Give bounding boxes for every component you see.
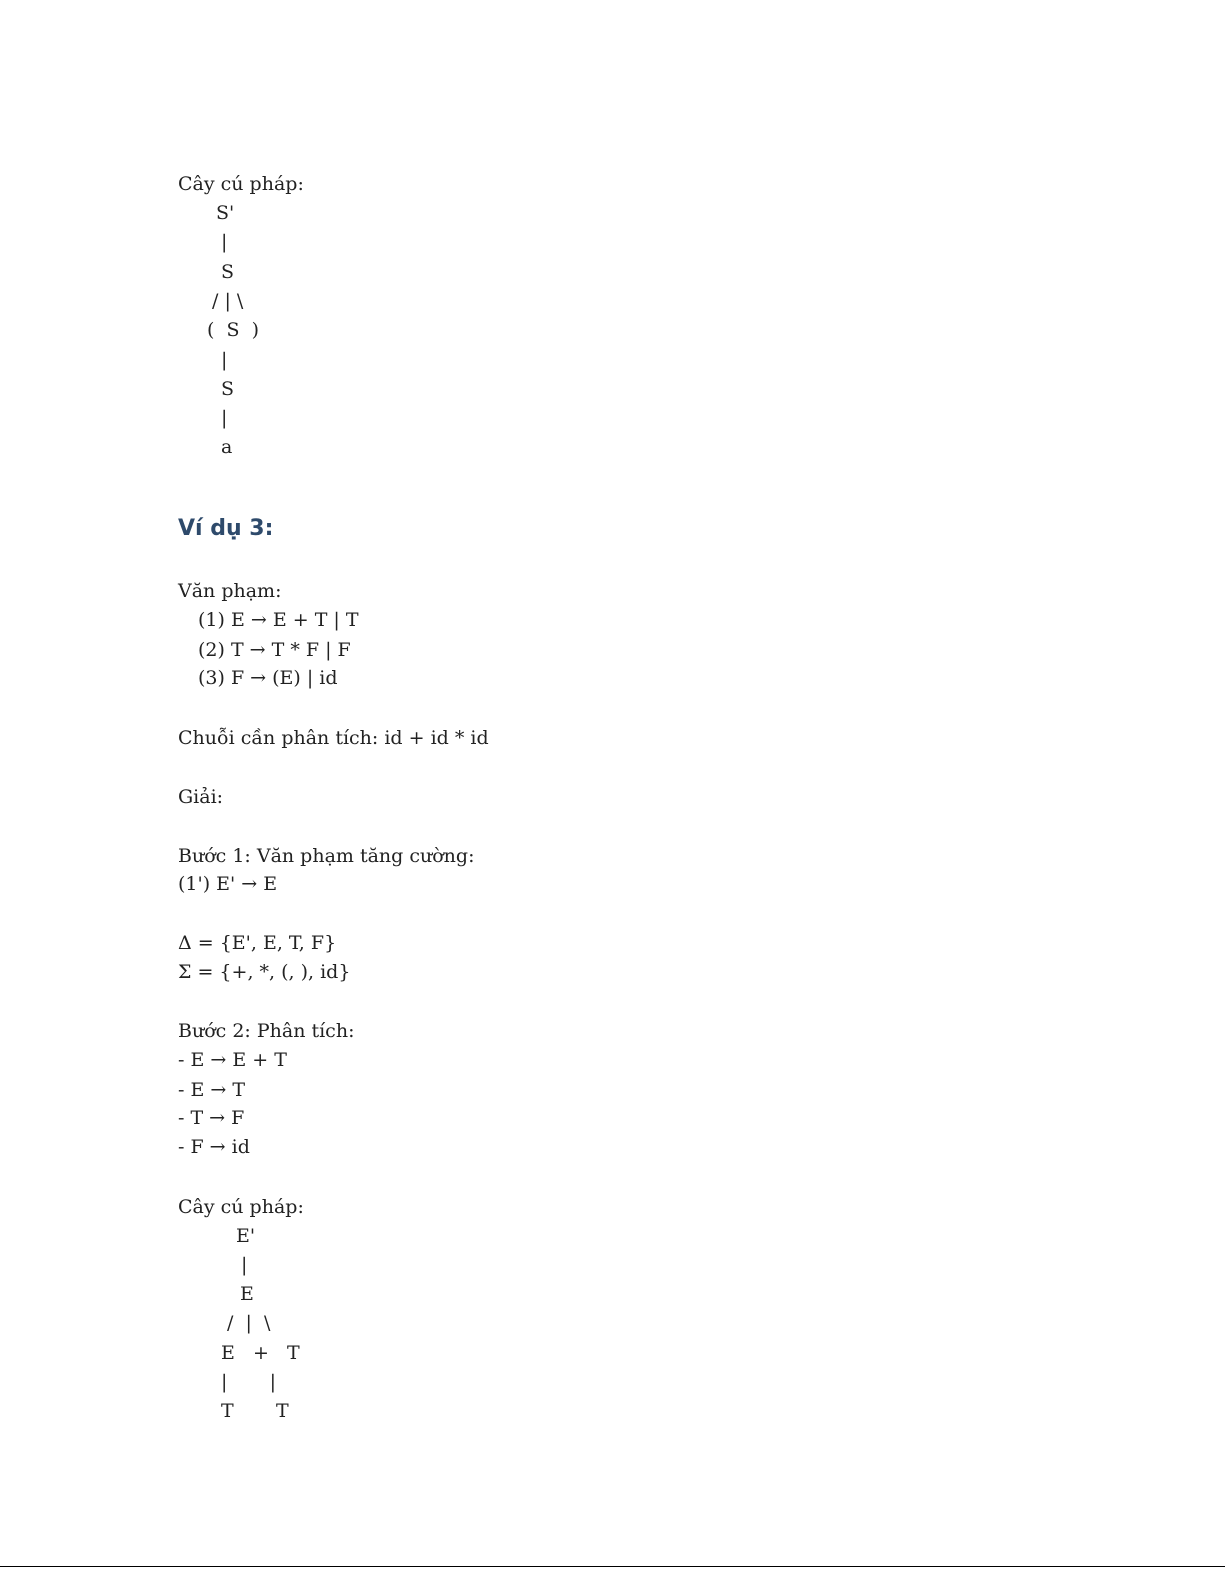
derivation-step: - F → id xyxy=(178,1136,250,1158)
solution-label: Giải: xyxy=(178,786,224,808)
tree1-row: ( S ) xyxy=(207,319,259,341)
tree1-row: / | \ xyxy=(212,290,244,312)
tree1-row: | xyxy=(221,231,228,253)
page-bottom-rule xyxy=(0,1566,1225,1567)
grammar-label: Văn phạm: xyxy=(178,580,282,602)
tree2-label: Cây cú pháp: xyxy=(178,1196,304,1218)
derivation-step: - E → T xyxy=(178,1079,246,1101)
step1-label: Bước 1: Văn phạm tăng cường: xyxy=(178,845,475,867)
tree2-row: | | xyxy=(221,1371,277,1393)
tree1-row: S' xyxy=(216,202,235,224)
tree2-row: | xyxy=(241,1254,248,1276)
derivation-step: - T → F xyxy=(178,1107,245,1129)
augmented-rule: (1') E' → E xyxy=(178,873,278,895)
tree1-row: a xyxy=(221,436,233,458)
nonterminal-set: Δ = {E', E, T, F} xyxy=(178,932,337,954)
input-string: Chuỗi cần phân tích: id + id * id xyxy=(178,727,489,749)
tree1-row: S xyxy=(221,261,235,283)
tree2-row: E + T xyxy=(221,1342,300,1364)
grammar-rule: (3) F → (E) | id xyxy=(198,667,338,689)
tree2-row: E' xyxy=(236,1225,256,1247)
tree2-row: E xyxy=(240,1283,254,1305)
tree1-row: S xyxy=(221,378,235,400)
tree2-row: T T xyxy=(221,1400,289,1422)
step2-label: Bước 2: Phân tích: xyxy=(178,1020,355,1042)
terminal-set: Σ = {+, *, (, ), id} xyxy=(178,961,351,983)
tree1-label: Cây cú pháp: xyxy=(178,173,304,195)
derivation-step: - E → E + T xyxy=(178,1049,287,1071)
tree1-row: | xyxy=(221,349,228,371)
grammar-rule: (1) E → E + T | T xyxy=(198,609,359,631)
tree1-row: | xyxy=(221,407,228,429)
tree2-row: / | \ xyxy=(227,1312,271,1334)
section-heading: Ví dụ 3: xyxy=(178,516,274,541)
grammar-rule: (2) T → T * F | F xyxy=(198,639,351,661)
